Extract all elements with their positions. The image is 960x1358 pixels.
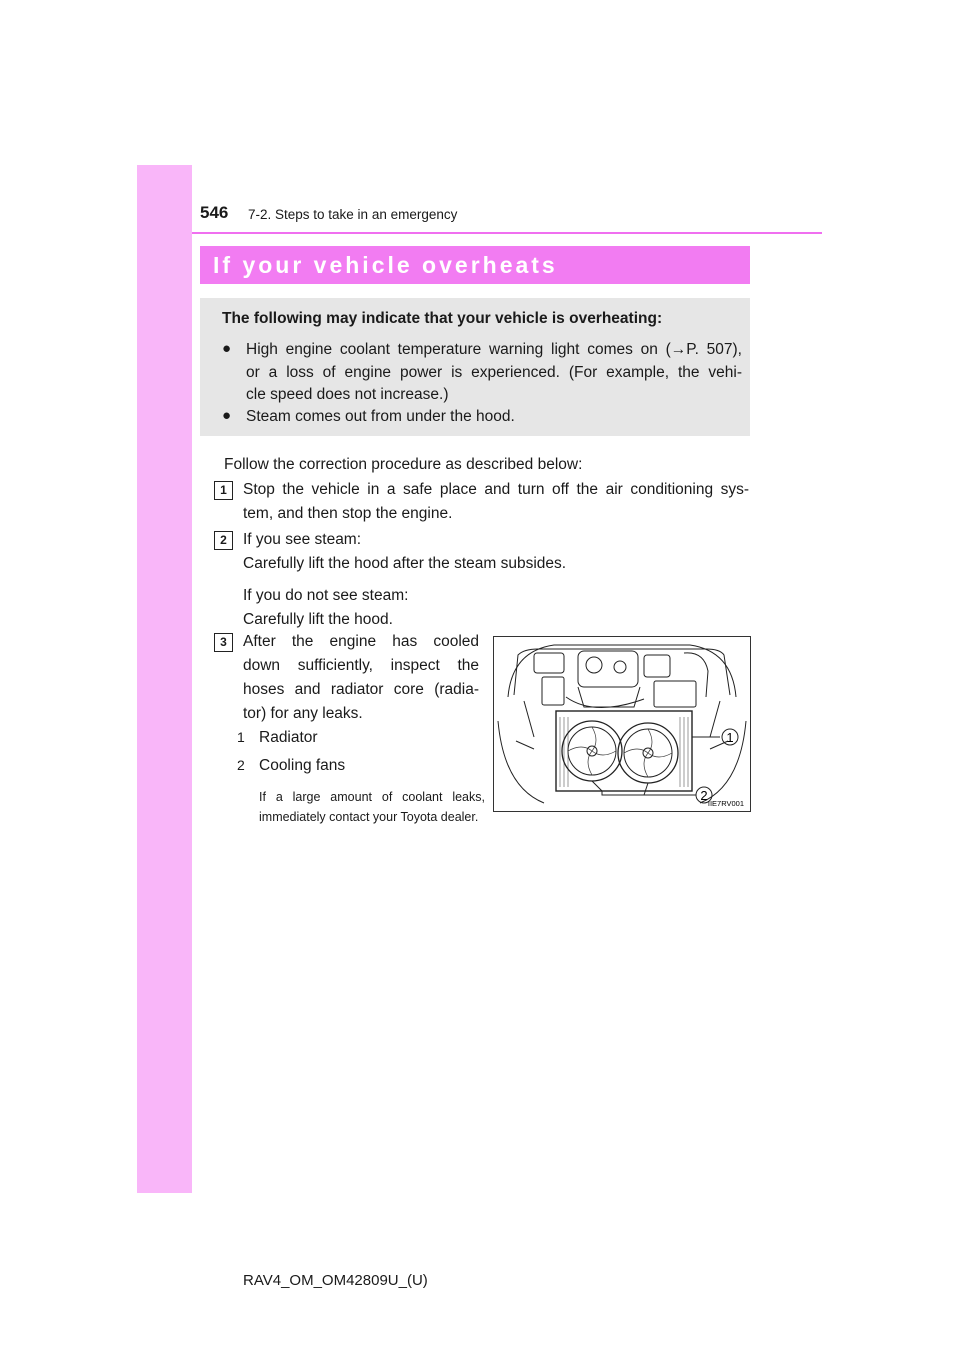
engine-bay-drawing [494,637,750,811]
bullet-line: Steam comes out from under the hood. [246,408,515,425]
bullet-item [246,339,742,407]
callout-label-radiator: Radiator [259,729,318,746]
step-1-text [243,478,749,526]
step-line: Carefully lift the hood. [243,611,393,628]
bullet-line: or a loss of engine power is experienced. (For example, the vehi- [246,363,742,381]
step-line: tem, and then stop the engine. [243,505,453,522]
step-line: If you see steam: [243,531,362,548]
callout-number-2: 2 [237,757,245,773]
step-number-2: 2 [214,531,233,550]
document-code-footer: RAV4_OM_OM42809U_(U) [243,1272,428,1289]
coolant-leak-note: If a large amount of coolant leaks, immediately contact your Toyota dealer. [259,790,485,824]
bullet-line: High engine coolant temperature warning light comes on (→P. 507), [246,341,742,358]
info-heading: The following may indicate that your vehicle is overheating: [222,310,663,327]
callout-number-1: 1 [237,729,245,745]
step-2-text [243,528,749,632]
step-number-3: 3 [214,633,233,652]
header-rule [192,232,822,234]
title-band [200,246,750,284]
step-line: hoses and radiator core (radia- [243,681,479,698]
illustration-callout-2: 2 [700,788,708,803]
illustration-callout-1: 1 [726,730,734,745]
page-title: If your vehicle overheats [213,252,558,278]
callout-label-cooling-fans: Cooling fans [259,757,346,774]
breadcrumb: 7-2. Steps to take in an emergency [248,207,458,222]
step-line: After the engine has cooled [243,633,479,650]
step-line: If you do not see steam: [243,587,409,604]
section-side-tab [137,165,192,1193]
bullet-item [246,406,742,429]
step-line: Carefully lift the hood after the steam subsides. [243,555,567,572]
overheat-indicators-box [200,298,750,436]
step-line: down sufficiently, inspect the [243,657,479,674]
bullet-line: cle speed does not increase.) [246,386,449,403]
step-line: Stop the vehicle in a safe place and turn off the air conditioning sys- [243,481,749,498]
bullet-icon: ● [222,340,232,357]
illustration-code: IIE7RV001 [707,799,744,808]
engine-bay-illustration [493,636,751,812]
step-line: tor) for any leaks. [243,705,363,722]
bullet-icon: ● [222,407,232,424]
step-3-text [243,630,479,726]
intro-text: Follow the correction procedure as described below: [224,456,583,473]
page-number: 546 [200,203,229,222]
step-number-1: 1 [214,481,233,500]
